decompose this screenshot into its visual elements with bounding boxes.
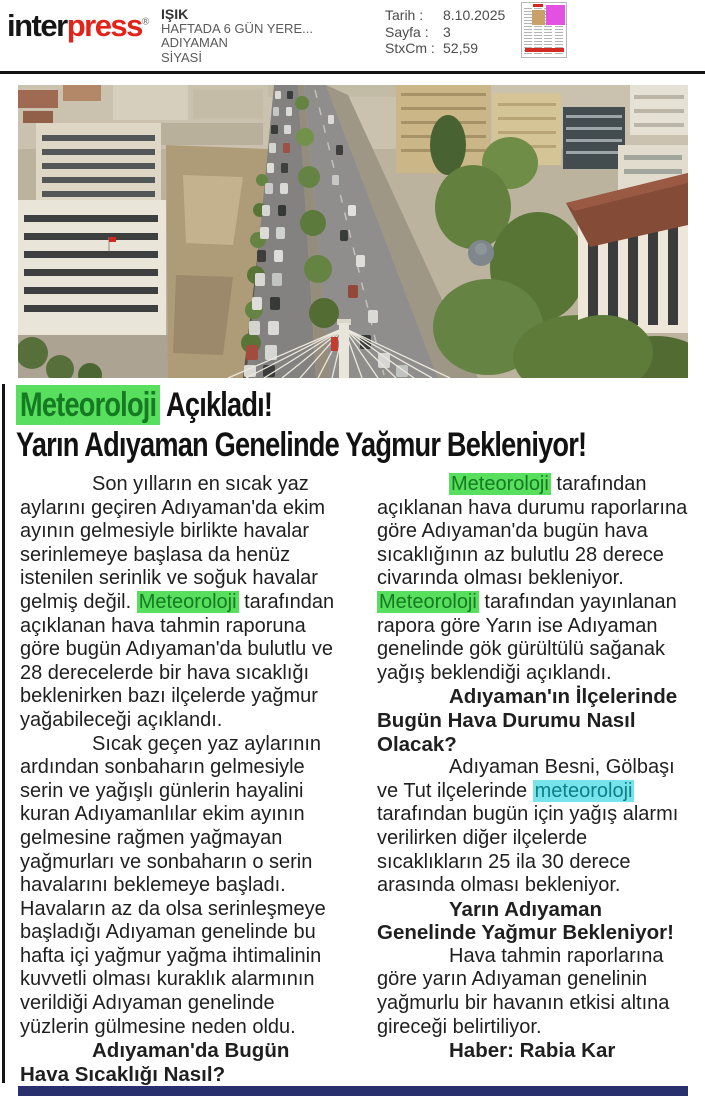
thumbnail-photo xyxy=(532,10,545,25)
text-segment: Hava Sıcaklığı Nasıl? xyxy=(20,1062,226,1086)
publication-city: ADIYAMAN xyxy=(161,35,228,50)
newspaper-page-thumbnail[interactable] xyxy=(521,2,567,58)
text-segment: Haber: Rabia Kar xyxy=(449,1039,616,1063)
text-segment: Genelinde Yağmur Bekleniyor! xyxy=(377,921,674,945)
article-paragraph xyxy=(377,756,698,898)
highlight-green: Meteoroloji xyxy=(138,590,237,613)
text-segment: Adıyaman Besni, Gölbaşı ve Tut ilçelerinde xyxy=(377,756,675,802)
article-paragraph xyxy=(20,733,341,1040)
meta-row-date xyxy=(385,7,505,24)
meta-value: 8.10.2025 xyxy=(443,7,506,23)
meta-label: StxCm : xyxy=(385,40,435,56)
text-segment: Hava tahmin raporlarına göre yarın Adıyaman genelinin yağmurlu bir havanın etkisi altına gireceği belirtiliyor. xyxy=(377,944,670,1038)
text-segment: Olacak? xyxy=(377,732,457,756)
article-column-2 xyxy=(377,473,698,1086)
article-subhead xyxy=(377,898,698,945)
left-rule xyxy=(2,384,5,1083)
meta-value: 52,59 xyxy=(443,40,479,56)
thumbnail-highlighted-article xyxy=(546,5,565,25)
header-divider xyxy=(0,71,705,74)
article-body xyxy=(20,473,698,1086)
text-segment: Açıkladı! xyxy=(160,386,273,424)
article-byline xyxy=(377,1039,698,1063)
thumbnail-red-bar xyxy=(525,48,564,52)
meta-label: Tarih : xyxy=(385,7,424,23)
highlight-green: Meteoroloji xyxy=(16,385,160,425)
article-headline xyxy=(16,385,704,465)
highlight-cyan: meteoroloji xyxy=(534,779,633,802)
logo-press: press xyxy=(66,8,142,43)
publication-info xyxy=(161,7,313,65)
text-segment: tarafından açıklanan hava tahmin raporuna göre bugün Adıyaman'da bulutlu ve 28 derecelerde bir hava sıcaklığı beklenirken bazı ilçelerde yağmur yağabileceği açıklandı. xyxy=(20,590,335,731)
publication-category: SİYASİ xyxy=(161,49,202,65)
footer-bar xyxy=(18,1086,688,1096)
article-paragraph xyxy=(20,473,341,733)
text-segment: Yarın Adıyaman xyxy=(449,897,603,921)
text-segment: Bugün Hava Durumu Nasıl xyxy=(377,708,636,732)
text-segment: tarafından açıklanan hava durumu raporlarına göre Adıyaman'da bugün hava sıcaklığının az bulutlu 28 derece civarında olması bekleniyor. xyxy=(377,473,688,590)
meta-value: 3 xyxy=(443,23,451,40)
publication-name: IŞIK xyxy=(161,6,189,22)
logo-inter: inter xyxy=(7,8,67,43)
highlight-green: Meteoroloji xyxy=(451,473,549,495)
meta-row-page xyxy=(385,24,505,41)
article-photo xyxy=(18,85,688,378)
article-paragraph xyxy=(377,473,698,685)
registered-mark-icon: ® xyxy=(141,16,150,28)
headline-line-1 xyxy=(16,385,566,425)
text-segment: Son yılların en sıcak yaz aylarını geçiren Adıyaman'da ekim ayının gelmesiyle birlikte havalar serinlemeye başlasa da henüz istenilen serinlik ve soğuk havalar gelmiş değil. xyxy=(20,473,326,613)
text-segment: Adıyaman'ın İlçelerinde xyxy=(449,685,678,709)
interpress-logo xyxy=(7,10,149,41)
article-subhead xyxy=(20,1039,341,1086)
highlight-green: Meteoroloji xyxy=(379,590,477,613)
meta-row-stxcm xyxy=(385,40,505,57)
text-segment: tarafından yayınlanan rapora göre Yarın ise Adıyaman genelinde gök gürültülü sağanak yağış beklendiği açıklandı. xyxy=(377,590,677,684)
meta-label: Sayfa : xyxy=(385,23,429,40)
article-subhead xyxy=(377,685,698,756)
headline-line-2 xyxy=(16,425,587,465)
text-segment: Sıcak geçen yaz aylarının ardından sonbaharın gelmesiyle serin ve yağışlı günlerin hayalini kuran Adıyamanlılar ekim ayının gelmesine rağmen yağmayan yağmurları ve sonbaharın o serin havalarını beklemeye başladı. Havaların az da olsa serinleşmeye başladığı Adıyaman genelinde bu hafta içi yağmur yağma ihtimalinin kuvvetli olması kuraklık alarmının verildiği Adıyaman genelinde yüzlerin gülmesine neden oldu. xyxy=(20,732,326,1038)
clip-meta xyxy=(385,7,505,57)
headline-text: Yarın Adıyaman Genelinde Yağmur Bekleniyor! xyxy=(16,426,587,464)
text-segment: tarafından bugün için yağış alarmı verilirken diğer ilçelerde sıcaklıkların 25 ila 30 derece arasında olması bekleniyor. xyxy=(377,803,679,897)
thumbnail-masthead xyxy=(533,4,543,7)
article-column-1 xyxy=(20,473,341,1086)
publication-frequency: HAFTADA 6 GÜN YERE... xyxy=(161,20,313,36)
text-segment: Adıyaman'da Bugün xyxy=(92,1039,290,1063)
article-paragraph xyxy=(377,945,698,1039)
